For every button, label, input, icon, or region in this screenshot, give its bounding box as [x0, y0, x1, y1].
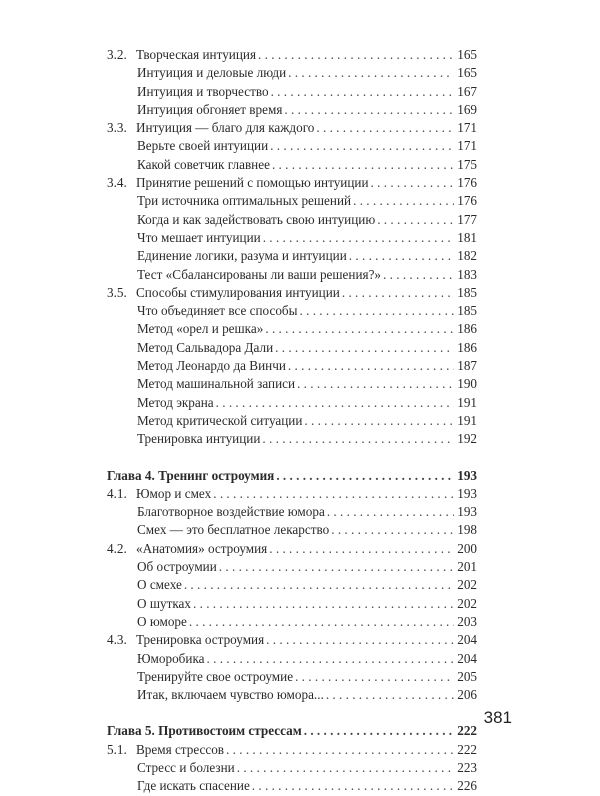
toc-title: Интуиция и творчество	[137, 83, 271, 101]
toc-subsection	[107, 302, 477, 320]
toc-page: 186	[457, 339, 477, 355]
toc-page: 165	[457, 47, 477, 62]
toc-title: Интуиция и деловые люди	[137, 64, 288, 82]
toc-subsection	[107, 357, 477, 375]
toc-subsection	[107, 686, 477, 704]
toc-section	[107, 485, 477, 503]
toc-page: 204	[457, 632, 477, 648]
dot-leader	[219, 558, 454, 576]
toc-title: Какой советчик главнее	[137, 156, 272, 174]
dot-leader	[263, 229, 455, 247]
toc-page: 185	[457, 303, 477, 319]
dot-leader	[237, 759, 454, 777]
dot-leader	[262, 430, 454, 448]
dot-leader	[316, 119, 454, 137]
toc-subsection	[107, 229, 477, 247]
toc-page: 176	[457, 175, 477, 191]
dot-leader	[276, 467, 454, 485]
toc-page: 187	[457, 358, 477, 374]
dot-leader	[304, 412, 454, 430]
toc-subsection	[107, 137, 477, 155]
toc-chapter	[107, 467, 477, 485]
toc-subsection	[107, 156, 477, 174]
toc-page: 223	[457, 759, 477, 775]
dot-leader	[377, 211, 454, 229]
toc-title: Метод критической ситуации	[137, 412, 304, 430]
toc-title: Интуиция — благо для каждого	[136, 119, 316, 137]
toc-subsection	[107, 759, 477, 777]
toc-subsection	[107, 668, 477, 686]
dot-leader	[270, 137, 454, 155]
dot-leader	[252, 777, 454, 795]
toc-title: Стресс и болезни	[137, 759, 237, 777]
toc-title: Тест «Сбалансированы ли ваши решения?»	[137, 266, 383, 284]
toc-number: 4.2.	[107, 540, 127, 556]
toc-subsection	[107, 375, 477, 393]
toc-subsection	[107, 412, 477, 430]
toc-title: Способы стимулирования интуиции	[136, 284, 342, 302]
toc-title: О юморе	[137, 613, 189, 631]
toc-title: Метод «орел и решка»	[137, 320, 265, 338]
toc-section	[107, 540, 477, 558]
toc-number: 3.5.	[107, 284, 127, 300]
toc-title: Интуиция обгоняет время	[137, 101, 284, 119]
toc-title: Метод Леонардо да Винчи	[137, 357, 288, 375]
dot-leader	[327, 503, 454, 521]
dot-leader	[266, 631, 454, 649]
dot-leader	[193, 595, 454, 613]
toc-page: 171	[457, 120, 477, 136]
toc-title: Глава 5. Противостоим стрессам	[107, 722, 304, 740]
toc-page: 167	[457, 83, 477, 99]
toc-page: 169	[457, 101, 477, 117]
toc-page: 193	[457, 467, 477, 483]
toc-subsection	[107, 650, 477, 668]
toc-page: 202	[457, 577, 477, 593]
toc-title: Об остроумии	[137, 558, 219, 576]
toc-page: 183	[457, 266, 477, 282]
dot-leader	[216, 394, 455, 412]
toc-subsection	[107, 521, 477, 539]
toc-title: О шутках	[137, 595, 193, 613]
toc-title: Время стрессов	[136, 741, 226, 759]
toc-page: 181	[457, 229, 477, 245]
toc-page: 176	[457, 193, 477, 209]
toc-subsection	[107, 394, 477, 412]
toc-subsection	[107, 613, 477, 631]
toc-page: 192	[457, 431, 477, 447]
toc-page: 193	[457, 485, 477, 501]
dot-leader	[300, 302, 455, 320]
dot-leader	[342, 284, 454, 302]
toc-page: 191	[457, 412, 477, 428]
toc-chapter	[107, 722, 477, 740]
dot-leader	[275, 339, 454, 357]
section-gap	[107, 704, 477, 722]
toc-page: 185	[457, 284, 477, 300]
toc-title: Глава 4. Тренинг остроумия	[107, 467, 276, 485]
toc-page: 190	[457, 376, 477, 392]
toc-page: 203	[457, 613, 477, 629]
toc-page: 200	[457, 540, 477, 556]
dot-leader	[304, 722, 454, 740]
toc-title: Метод Сальвадора Дали	[137, 339, 275, 357]
toc-subsection	[107, 247, 477, 265]
toc-subsection	[107, 777, 477, 795]
toc-number: 3.3.	[107, 120, 127, 136]
dot-leader	[272, 156, 454, 174]
toc-section	[107, 46, 477, 64]
section-gap	[107, 449, 477, 467]
toc-page: 222	[457, 741, 477, 757]
toc-title: Метод экрана	[137, 394, 216, 412]
toc-title: Что объединяет все способы	[137, 302, 300, 320]
dot-leader	[213, 485, 454, 503]
toc-number: 4.1.	[107, 485, 127, 501]
toc-page: 191	[457, 394, 477, 410]
toc-section	[107, 119, 477, 137]
toc-page: 186	[457, 321, 477, 337]
toc-title: Тренировка интуиции	[137, 430, 262, 448]
toc-page: 201	[457, 559, 477, 575]
toc-subsection	[107, 503, 477, 521]
toc-subsection	[107, 101, 477, 119]
toc-subsection	[107, 595, 477, 613]
toc-subsection	[107, 192, 477, 210]
dot-leader	[295, 668, 454, 686]
toc-section	[107, 631, 477, 649]
toc-page: 193	[457, 504, 477, 520]
dot-leader	[297, 375, 454, 393]
dot-leader	[353, 192, 454, 210]
toc-title: Три источника оптимальных решений	[137, 192, 353, 210]
toc-subsection	[107, 266, 477, 284]
toc-subsection	[107, 339, 477, 357]
dot-leader	[269, 540, 454, 558]
dot-leader	[383, 266, 454, 284]
toc-subsection	[107, 576, 477, 594]
page-number: 381	[483, 708, 512, 727]
dot-leader	[288, 64, 454, 82]
toc-page: 222	[457, 723, 477, 739]
toc-title: О смехе	[137, 576, 184, 594]
toc-title: Верьте своей интуиции	[137, 137, 270, 155]
dot-leader	[326, 686, 454, 704]
toc-title: Тренируйте свое остроумие	[137, 668, 295, 686]
toc-title: Итак, включаем чувство юмора...	[137, 686, 326, 704]
toc-section	[107, 284, 477, 302]
toc-title: «Анатомия» остроумия	[136, 540, 269, 558]
toc-subsection	[107, 558, 477, 576]
toc-title: Юморобика	[137, 650, 207, 668]
dot-leader	[265, 320, 454, 338]
dot-leader	[207, 650, 455, 668]
toc-title: Творческая интуиция	[136, 46, 258, 64]
dot-leader	[284, 101, 454, 119]
toc-page: 204	[457, 650, 477, 666]
toc-title: Юмор и смех	[136, 485, 213, 503]
toc-section	[107, 174, 477, 192]
toc-subsection	[107, 320, 477, 338]
dot-leader	[371, 174, 455, 192]
toc-page: 198	[457, 522, 477, 538]
toc-subsection	[107, 430, 477, 448]
toc-title: Смех — это бесплатное лекарство	[137, 521, 331, 539]
toc-subsection	[107, 64, 477, 82]
toc-page: 165	[457, 65, 477, 81]
toc-title: Благотворное воздействие юмора	[137, 503, 327, 521]
dot-leader	[271, 83, 455, 101]
toc-number: 3.2.	[107, 47, 127, 62]
dot-leader	[189, 613, 454, 631]
table-of-contents	[107, 46, 477, 796]
dot-leader	[331, 521, 454, 539]
toc-title: Что мешает интуиции	[137, 229, 263, 247]
toc-title: Где искать спасение	[137, 777, 252, 795]
toc-subsection	[107, 83, 477, 101]
toc-title: Единение логики, разума и интуиции	[137, 247, 349, 265]
dot-leader	[258, 46, 454, 64]
toc-title: Когда и как задействовать свою интуицию	[137, 211, 377, 229]
toc-number: 5.1.	[107, 741, 127, 757]
toc-page: 206	[457, 687, 477, 703]
dot-leader	[184, 576, 454, 594]
toc-page: 177	[457, 211, 477, 227]
toc-title: Принятие решений с помощью интуиции	[136, 174, 371, 192]
toc-page: 171	[457, 138, 477, 154]
toc-page: 226	[457, 778, 477, 794]
toc-number: 4.3.	[107, 632, 127, 648]
toc-page: 202	[457, 595, 477, 611]
toc-page: 205	[457, 668, 477, 684]
dot-leader	[288, 357, 454, 375]
dot-leader	[349, 247, 454, 265]
toc-number: 3.4.	[107, 175, 127, 191]
toc-title: Тренировка остроумия	[136, 631, 266, 649]
toc-page: 175	[457, 156, 477, 172]
toc-subsection	[107, 211, 477, 229]
toc-page: 182	[457, 248, 477, 264]
toc-title: Метод машинальной записи	[137, 375, 297, 393]
